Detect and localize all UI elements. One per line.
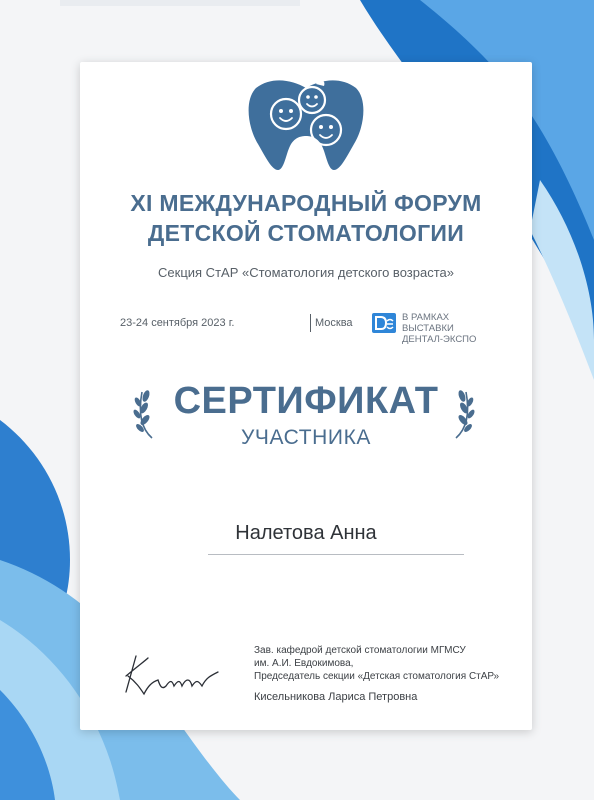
signature [118,646,228,702]
exhibition-line-1: В РАМКАХ ВЫСТАВКИ [402,312,454,334]
divider [310,314,311,332]
name-underline [208,554,464,555]
signatory-name: Кисельникова Лариса Петровна [254,691,418,703]
event-dates: 23-24 сентября 2023 г. [120,317,235,329]
section-name: Секция СтАР «Стоматология детского возраста» [158,265,454,280]
signatory-position-1: Зав. кафедрой детской стоматологии МГМСУ [254,645,466,656]
forum-title-line-2: ДЕТСКОЙ СТОМАТОЛОГИИ [147,220,465,246]
event-city: Москва [315,317,353,329]
recipient-name: Налетова Анна [235,522,377,544]
certificate-card [80,62,532,730]
laurel-right-icon [450,388,476,440]
certificate-subtitle: УЧАСТНИКА [240,426,372,449]
event-info [120,312,500,345]
signatory-position-3: Председатель секции «Детская стоматология СтАР» [254,671,500,682]
certificate-title: СЕРТИФИКАТ [173,380,439,422]
dental-expo-logo-icon [372,313,396,333]
exhibition-line-2: ДЕНТАЛ-ЭКСПО [402,334,477,345]
forum-title-line-1: XI МЕЖДУНАРОДНЫЙ ФОРУМ [130,190,482,216]
exhibition-info [402,312,500,345]
signatory-position-2: им. А.И. Евдокимова, [254,658,354,669]
tooth-logo-icon [242,78,370,170]
signatory-block [254,644,524,704]
